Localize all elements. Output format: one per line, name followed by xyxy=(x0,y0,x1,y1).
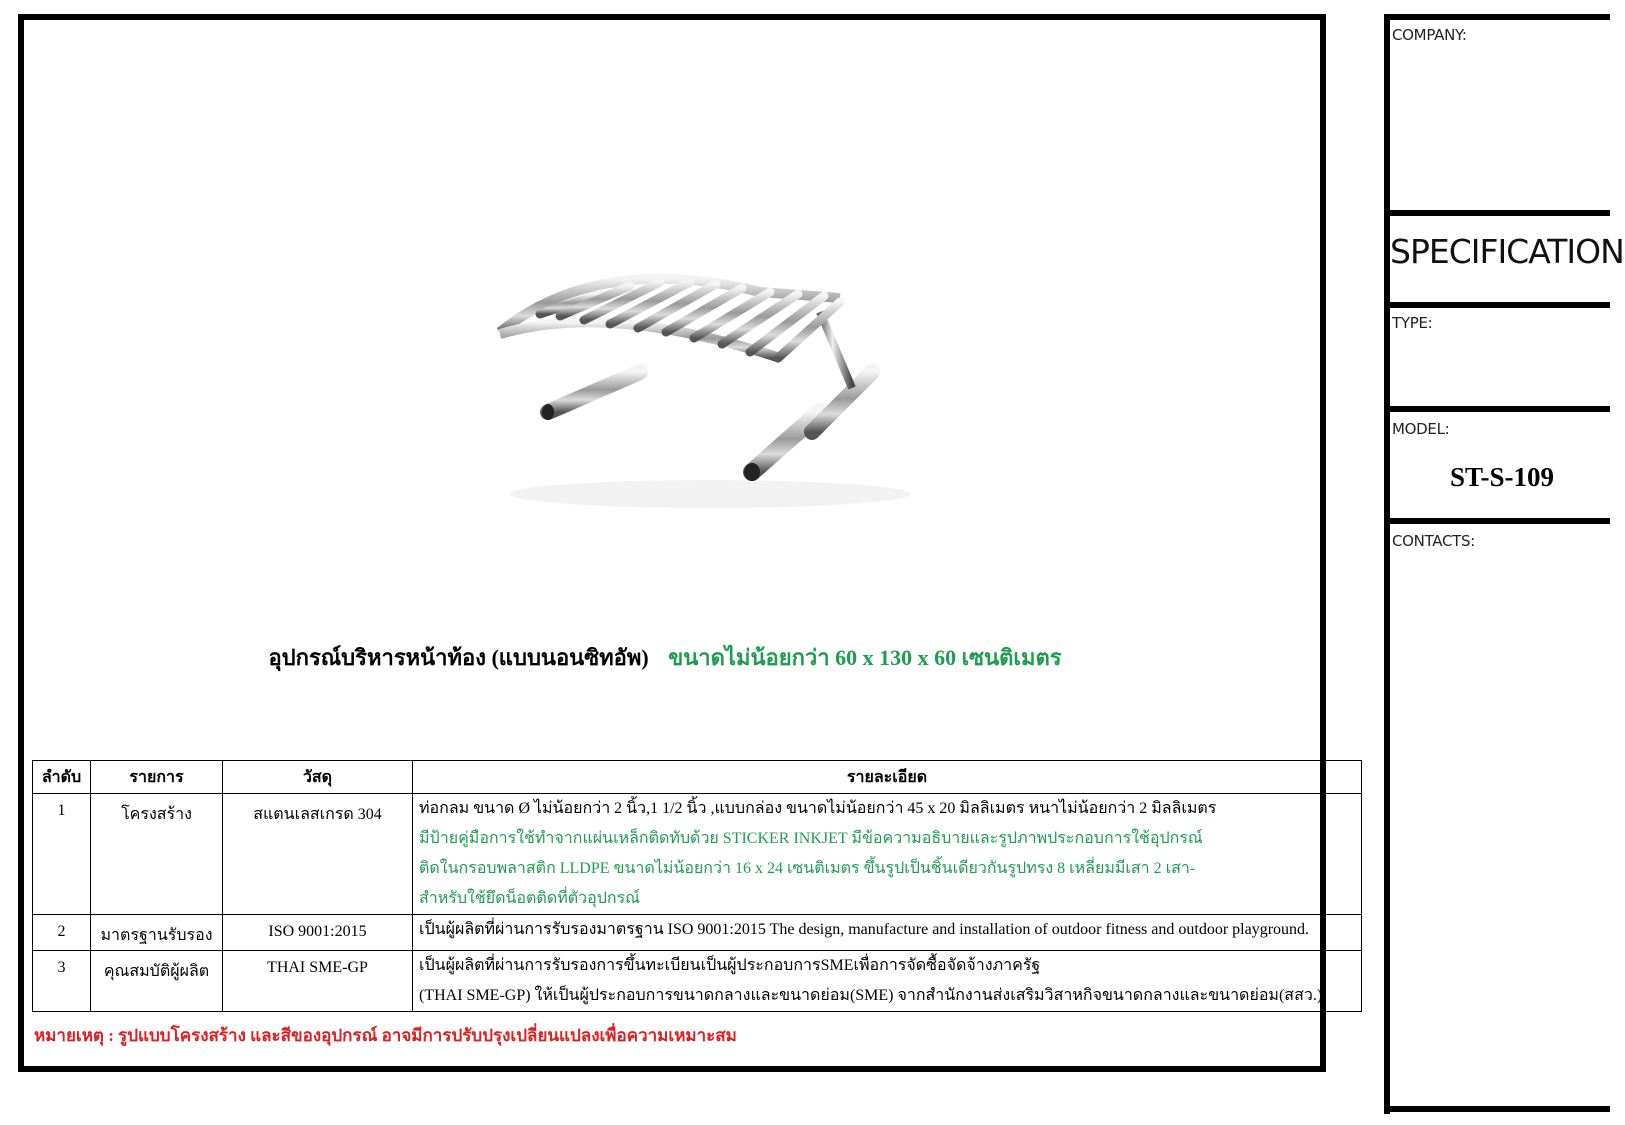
detail-line: เป็นผู้ผลิตที่ผ่านการรับรองการขึ้นทะเบียนเป็นผู้ประกอบการSMEเพื่อการจัดซื้อจัดจ้างภาครัฐ xyxy=(419,957,1041,974)
row-detail xyxy=(413,794,1362,915)
row-item: โครงสร้าง xyxy=(91,794,223,915)
title-block-rule xyxy=(1384,518,1610,524)
title-block-rule xyxy=(1384,302,1610,308)
title-block-rule xyxy=(1384,14,1610,20)
header-no: ลำดับ xyxy=(33,761,91,794)
detail-line: เป็นผู้ผลิตที่ผ่านการรับรองมาตรฐาน ISO 9001:2015 The design, manufacture and installation of outdoor fitness and outdoor playground. xyxy=(419,921,1310,938)
detail-line: ติดในกรอบพลาสติก LLDPE ขนาดไม่น้อยกว่า 16 x 24 เซนติเมตร ขึ้นรูปเป็นชิ้นเดียวกันรูปทรง 8 เหลี่ยมมีเสา 2 เสา- xyxy=(419,860,1196,877)
row-detail xyxy=(413,915,1362,951)
detail-line: ท่อกลม ขนาด Ø ไม่น้อยกว่า 2 นิ้ว,1 1/2 นิ้ว ,แบบกล่อง ขนาดไม่น้อยกว่า 45 x 20 มิลลิเมตร หนาไม่น้อยกว่า 2 มิลลิเมตร xyxy=(419,800,1217,817)
remark-note: หมายเหตุ : รูปแบบโครงสร้าง และสีของอุปกรณ์ อาจมีการปรับปรุงเปลี่ยนแปลงเพื่อความเหมาะสม xyxy=(34,1026,737,1045)
detail-line: (THAI SME-GP) ให้เป็นผู้ประกอบการขนาดกลางและขนาดย่อม(SME) จากสำนักงานส่งเสริมวิสาหกิจขนาดกลางและขนาดย่อม(สสว.) xyxy=(419,987,1323,1004)
product-name: อุปกรณ์บริหารหน้าท้อง (แบบนอนซิทอัพ) xyxy=(268,645,649,670)
header-item: รายการ xyxy=(91,761,223,794)
row-item: คุณสมบัติผู้ผลิต xyxy=(91,951,223,1012)
model-label: MODEL: xyxy=(1392,420,1450,438)
title-block xyxy=(1384,14,1624,1112)
specification-title: SPECIFICATION xyxy=(1390,232,1624,271)
title-block-rule xyxy=(1384,210,1610,216)
model-value: ST-S-109 xyxy=(1449,462,1555,492)
row-no: 1 xyxy=(33,794,91,915)
header-material: วัสดุ xyxy=(223,761,413,794)
product-size: ขนาดไม่น้อยกว่า 60 x 130 x 60 เซนติเมตร xyxy=(668,645,1062,670)
table-row xyxy=(33,915,1362,951)
row-item: มาตรฐานรับรอง xyxy=(91,915,223,951)
table-row xyxy=(33,794,1362,915)
product-image xyxy=(480,262,950,512)
type-label: TYPE: xyxy=(1392,314,1433,332)
row-no: 3 xyxy=(33,951,91,1012)
header-detail: รายละเอียด xyxy=(413,761,1362,794)
spec-table xyxy=(32,760,1362,1012)
title-block-rule xyxy=(1384,1106,1610,1112)
contacts-label: CONTACTS: xyxy=(1392,532,1476,550)
row-detail xyxy=(413,951,1362,1012)
table-row xyxy=(33,951,1362,1012)
title-block-rule xyxy=(1384,406,1610,412)
product-caption xyxy=(0,640,1330,675)
row-material: THAI SME-GP xyxy=(223,951,413,1012)
detail-line: สำหรับใช้ยึดน็อตติดที่ตัวอุปกรณ์ xyxy=(419,890,641,907)
table-header-row xyxy=(33,761,1362,794)
row-material: ISO 9001:2015 xyxy=(223,915,413,951)
row-no: 2 xyxy=(33,915,91,951)
detail-line: มีป้ายคู่มือการใช้ทำจากแผ่นเหล็กติดทับด้วย STICKER INKJET มีข้อความอธิบายและรูปภาพประกอบการใช้อุปกรณ์ xyxy=(419,830,1203,847)
row-material: สแตนเลสเกรด 304 xyxy=(223,794,413,915)
title-block-divider xyxy=(1384,14,1390,1114)
company-label: COMPANY: xyxy=(1392,26,1467,44)
